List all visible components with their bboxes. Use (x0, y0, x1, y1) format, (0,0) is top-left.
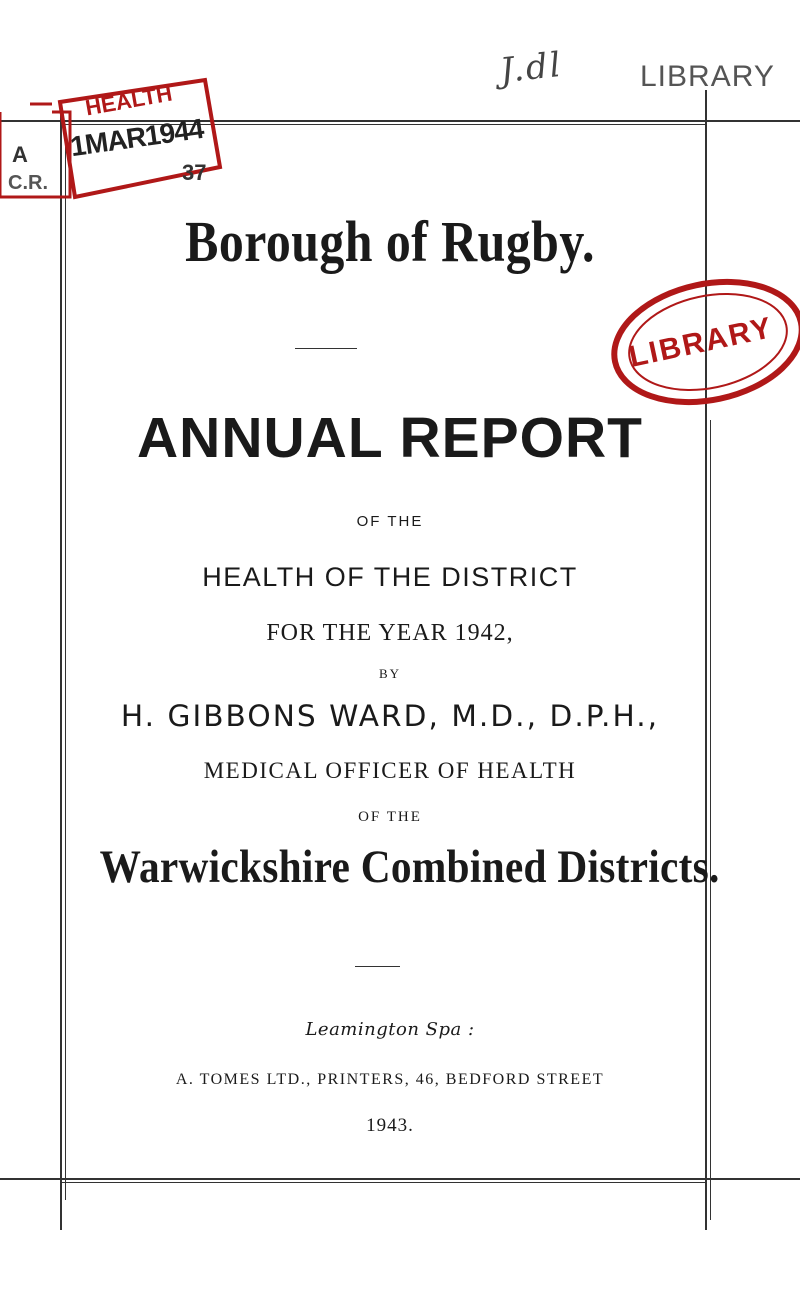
library-stamp-text: LIBRARY (626, 311, 776, 374)
of-the-label-2: OF THE (358, 809, 422, 825)
health-date-stamp (0, 72, 230, 202)
handwritten-mark: J.dl (498, 44, 565, 92)
bottom-border-rule-inner (60, 1182, 705, 1183)
imprint-divider-rule (355, 966, 400, 967)
author-name: H. GIBBONS WARD, M.D., D.P.H., (120, 699, 660, 733)
imprint-printers: A. TOMES LTD., PRINTERS, 46, BEDFORD STREET (175, 1071, 605, 1088)
author-role: MEDICAL OFFICER OF HEALTH (203, 758, 577, 783)
stamp-cr-text: C.R. (8, 172, 48, 194)
right-border-rule (705, 90, 707, 1230)
by-label: BY (378, 666, 402, 681)
bottom-border-rule (0, 1178, 800, 1180)
library-header-text: LIBRARY (640, 60, 775, 93)
library-stamp (588, 270, 800, 420)
imprint-year: 1943. (366, 1115, 414, 1136)
stamp-health-text: HEALTH (83, 80, 175, 121)
stamp-date-text: 1MAR1944 (68, 112, 206, 163)
imprint-place: Leamington Spa : (305, 1019, 475, 1040)
stamp-number-text: 37 (182, 160, 207, 185)
of-the-label: OF THE (356, 513, 424, 530)
report-period: FOR THE YEAR 1942, (266, 620, 514, 646)
report-title: ANNUAL REPORT (137, 406, 643, 470)
left-border-rule (60, 100, 62, 1230)
borough-heading: Borough of Rugby. (185, 209, 595, 274)
report-subject: HEALTH OF THE DISTRICT (202, 562, 578, 592)
stamp-a-text: A (12, 142, 28, 167)
title-divider-rule (295, 348, 357, 349)
district-name: Warwickshire Combined Districts. (99, 841, 720, 893)
